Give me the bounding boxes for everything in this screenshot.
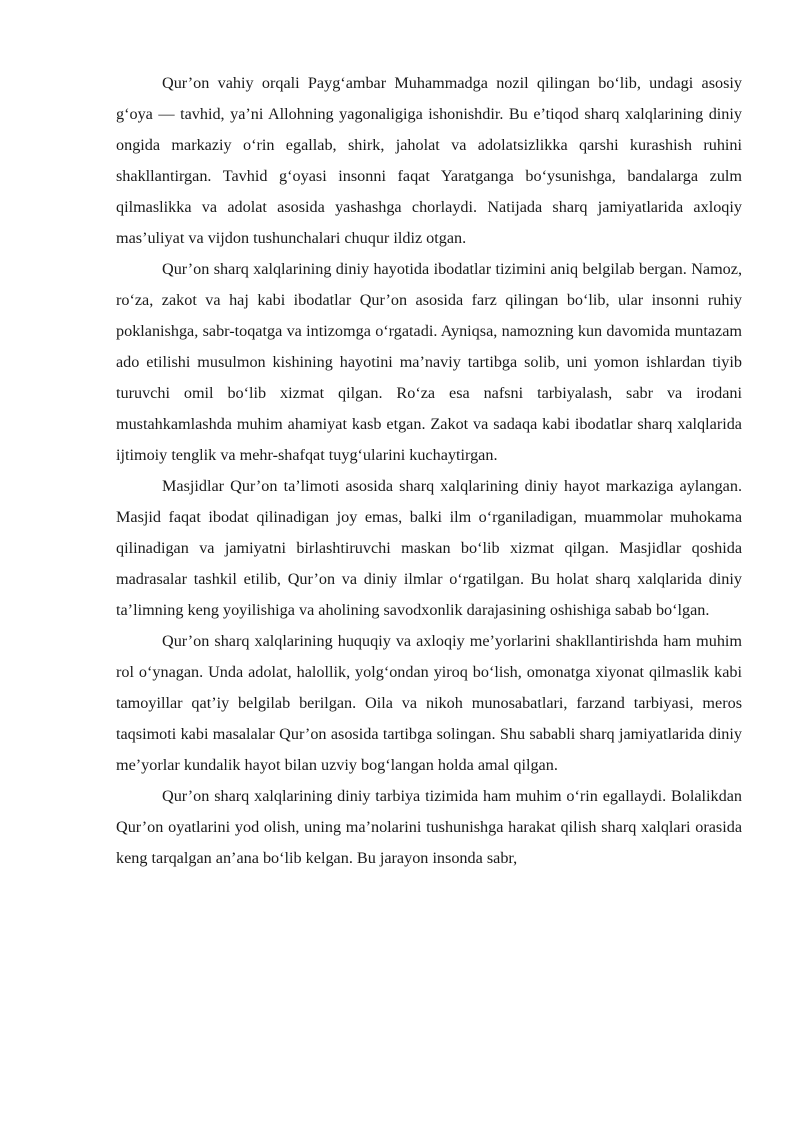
paragraph-tavhid: Qur’on vahiy orqali Payg‘ambar Muhammadga nozil qilingan bo‘lib, undagi asosiy g‘oya — tavhid, ya’ni Allohning yagonaligiga ishonishdir. Bu e’tiqod sharq xalqlarining diniy ongida markaziy o‘rin egallab, shirk, jaholat va adolatsizlikka qarshi kurashish ruhini shakllantirgan. Tavhid g‘oyasi insonni faqat Yaratganga bo‘ysunishga, bandalarga zulm qilmaslikka va adolat asosida yashashga chorlaydi. Natijada sharq jamiyatlarida axloqiy mas’uliyat va vijdon tushunchalari chuqur ildiz otgan. (116, 74, 742, 247)
paragraph-masjidlar: Masjidlar Qur’on ta’limoti asosida sharq xalqlarining diniy hayot markaziga aylangan. Masjid faqat ibodat qilinadigan joy emas, balki ilm o‘rganiladigan, muammolar muhokama qilinadigan va jamiyatni birlashtiruvchi maskan bo‘lib xizmat qilgan. Masjidlar qoshida madrasalar tashkil etilib, Qur’on va diniy ilmlar o‘rgatilgan. Bu holat sharq xalqlarida diniy ta’limning keng yoyilishiga va aholining savodxonlik darajasining oshishiga sabab bo‘lgan. (116, 477, 742, 619)
document-page (116, 68, 742, 874)
paragraph-ibodatlar: Qur’on sharq xalqlarining diniy hayotida ibodatlar tizimini aniq belgilab bergan. Namoz, ro‘za, zakot va haj kabi ibodatlar Qur’on asosida farz qilingan bo‘lib, ular insonni ruhiy poklanishga, sabr-toqatga va intizomga o‘rgatadi. Ayniqsa, namozning kun davomida muntazam ado etilishi musulmon kishining hayotini ma’naviy tartibga solib, uni yomon ishlardan tiyib turuvchi omil bo‘lib xizmat qilgan. Ro‘za esa nafsni tarbiyalash, sabr va irodani mustahkamlashda muhim ahamiyat kasb etgan. Zakot va sadaqa kabi ibodatlar sharq xalqlarida ijtimoiy tenglik va mehr-shafqat tuyg‘ularini kuchaytirgan. (116, 260, 742, 464)
paragraph-huquqiy-meyorlar: Qur’on sharq xalqlarining huquqiy va axloqiy me’yorlarini shakllantirishda ham muhim rol o‘ynagan. Unda adolat, halollik, yolg‘ondan yiroq bo‘lish, omonatga xiyonat qilmaslik kabi tamoyillar qat’iy belgilab berilgan. Oila va nikoh munosabatlari, farzand tarbiyasi, meros taqsimoti kabi masalalar Qur’on asosida tartibga solingan. Shu sababli sharq jamiyatlarida diniy me’yorlar kundalik hayot bilan uzviy bog‘langan holda amal qilgan. (116, 632, 742, 774)
paragraph-diniy-tarbiya: Qur’on sharq xalqlarining diniy tarbiya tizimida ham muhim o‘rin egallaydi. Bolalikdan Qur’on oyatlarini yod olish, uning ma’nolarini tushunishga harakat qilish sharq xalqlari orasida keng tarqalgan an’ana bo‘lib kelgan. Bu jarayon insonda sabr, (116, 787, 742, 867)
